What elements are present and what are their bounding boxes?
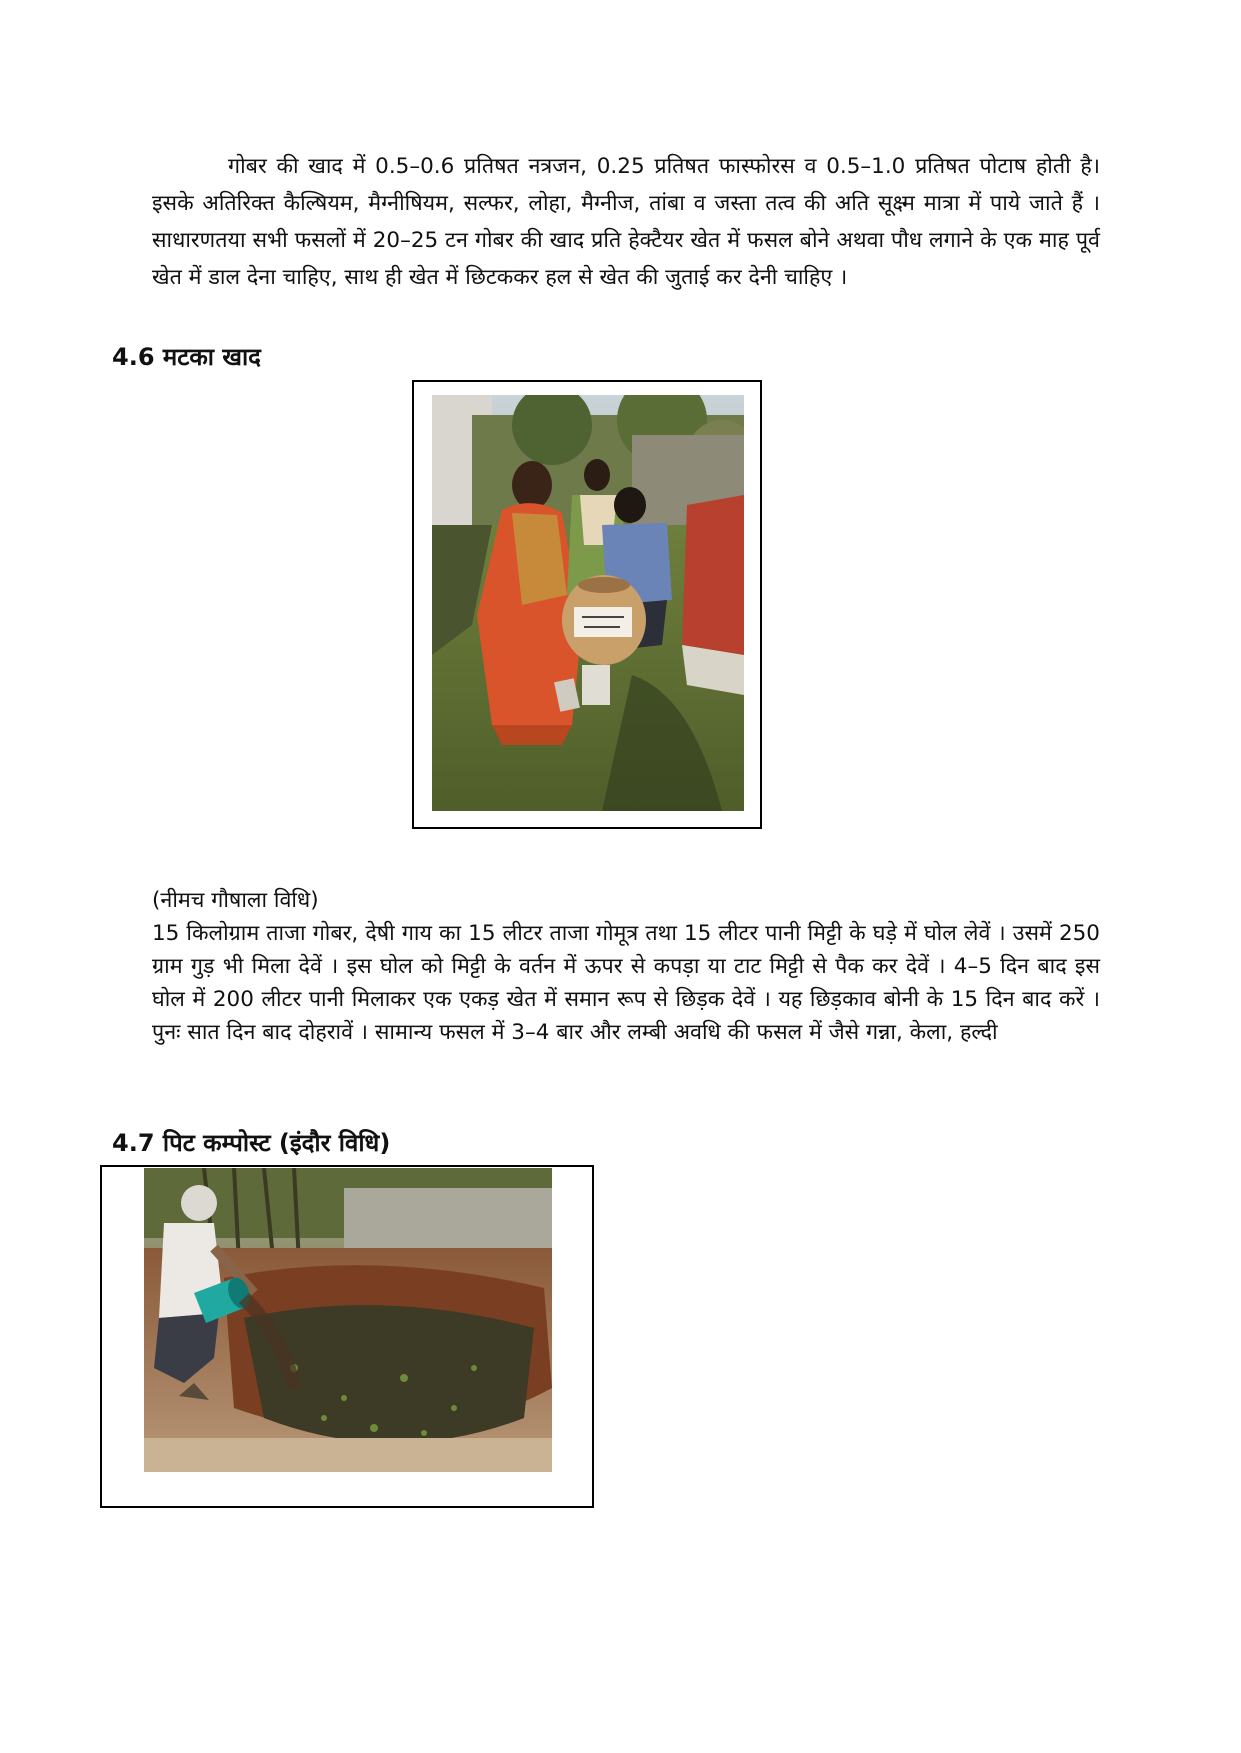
pit-compost-photo bbox=[144, 1168, 552, 1472]
section-heading-matka-khad: 4.6 मटका खाद bbox=[112, 343, 261, 371]
pit-compost-photo-frame bbox=[100, 1165, 594, 1508]
matka-khad-photo-frame bbox=[412, 380, 762, 829]
section-heading-pit-compost: 4.7 पिट कम्पोस्ट (इंदौर विधि) bbox=[112, 1129, 391, 1157]
method-subheading: (नीमच गौषाला विधि) bbox=[152, 888, 319, 913]
method-body: 15 किलोग्राम ताजा गोबर, देषी गाय का 15 लीटर ताजा गोमूत्र तथा 15 लीटर पानी मिट्टी के घड़े में घोल लेवें । उसमें 250 ग्राम गुड़ भी मिला देवें । इस घोल को मिट्टी के वर्तन में ऊपर से कपड़ा या टाट मिट्टी से पैक कर देवें । 4–5 दिन बाद इस घोल में 200 लीटर पानी मिलाकर एक एकड़ खेत में समान रूप से छिड़क देवें । यह छिड़काव बोनी के 15 दिन बाद करें । पुनः सात दिन बाद दोहरावें । सामान्य फसल में 3–4 बार और लम्बी अवधि की फसल में जैसे गन्ना, केला, हल्दी bbox=[152, 921, 1100, 1045]
matka-khad-method-paragraph bbox=[152, 884, 1100, 1049]
matka-khad-photo bbox=[432, 395, 744, 811]
manure-nutrient-paragraph: गोबर की खाद में 0.5–0.6 प्रतिषत नत्रजन, 0.25 प्रतिषत फास्फोरस व 0.5–1.0 प्रतिषत पोटाष होती है। इसके अतिरिक्त कैल्षियम, मैग्नीषियम, सल्फर, लोहा, मैग्नीज, तांबा व जस्ता तत्व की अति सूक्ष्म मात्रा में पाये जाते हैं । साधारणतया सभी फसलों में 20–25 टन गोबर की खाद प्रति हेक्टैयर खेत में फसल बोने अथवा पौध लगाने के एक माह पूर्व खेत में डाल देना चाहिए, साथ ही खेत में छिटककर हल से खेत की जुताई कर देनी चाहिए । bbox=[152, 154, 1100, 290]
